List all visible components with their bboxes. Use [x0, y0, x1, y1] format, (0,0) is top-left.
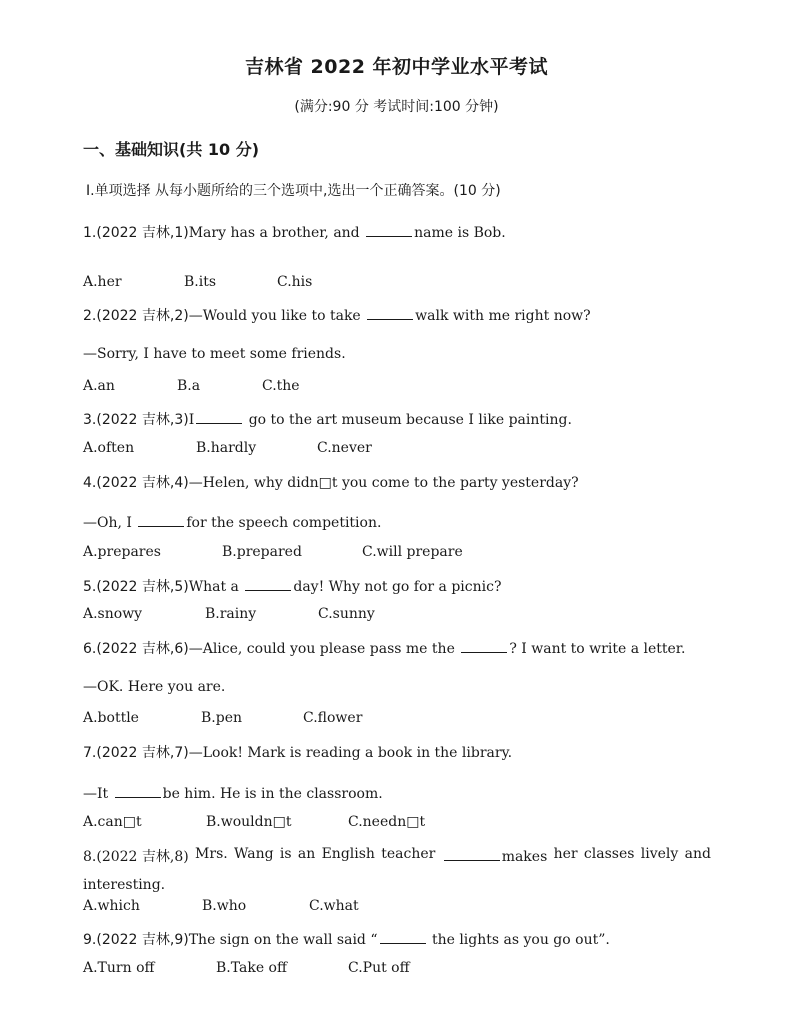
question-number: 4.(2022 吉林,4) [83, 475, 189, 491]
option-c[interactable]: C.what [309, 898, 359, 914]
question-text: I [188, 412, 195, 428]
question-reply: —OK. Here you are. [83, 679, 226, 695]
question-9 [83, 929, 610, 949]
option-a[interactable]: A.often [83, 440, 135, 456]
option-a[interactable]: A.which [83, 898, 140, 914]
question-text: What a [188, 579, 244, 595]
question-text: —Alice, could you please pass me the [188, 641, 460, 657]
option-b[interactable]: B.its [184, 274, 217, 290]
answer-blank[interactable] [196, 409, 242, 424]
question-number: 6.(2022 吉林,6) [83, 641, 189, 657]
question-text: go to the art museum because I like painting. [244, 412, 572, 428]
question-8 [83, 846, 711, 866]
question-text: walk with me right now? [415, 308, 591, 324]
question-5 [83, 576, 501, 596]
question-7 [83, 742, 512, 762]
option-c[interactable]: C.his [277, 274, 313, 290]
question-text: the lights as you go out”. [427, 932, 610, 948]
question-reply [83, 783, 383, 802]
question-text: name is Bob. [414, 225, 506, 241]
question-word: Mrs. [195, 846, 228, 862]
question-text: day! Why not go for a picnic? [293, 579, 502, 595]
question-3 [83, 409, 572, 429]
question-word: is [279, 846, 292, 862]
option-b[interactable]: B.hardly [196, 440, 257, 456]
question-word: English [321, 846, 375, 862]
option-a[interactable]: A.her [83, 274, 122, 290]
question-text: —Look! Mark is reading a book in the library. [188, 745, 513, 761]
exam-title: 吉林省 2022 年初中学业水平考试 [244, 56, 549, 78]
section-heading: 一、基础知识(共 10 分) [83, 140, 260, 159]
question-6 [83, 638, 685, 658]
option-b[interactable]: B.rainy [205, 606, 257, 622]
option-b[interactable]: B.wouldn□t [206, 814, 292, 830]
answer-blank[interactable] [367, 305, 413, 320]
answer-blank[interactable] [115, 783, 161, 798]
question-text: —Would you like to take [188, 308, 366, 324]
option-a[interactable]: A.bottle [83, 710, 139, 726]
question-text: Mary has a brother, and [188, 225, 365, 241]
option-b[interactable]: B.who [202, 898, 247, 914]
question-number: 8.(2022 吉林,8) [83, 849, 189, 865]
exam-subtitle: (满分:90 分 考试时间:100 分钟) [294, 99, 499, 115]
option-c[interactable]: C.will prepare [362, 544, 463, 560]
question-word: and [684, 846, 711, 862]
question-continuation: interesting. [83, 877, 166, 893]
question-word: teacher [381, 846, 436, 862]
question-number: 9.(2022 吉林,9) [83, 932, 189, 948]
question-reply [83, 512, 381, 531]
question-2 [83, 305, 591, 325]
reply-text: for the speech competition. [186, 515, 382, 531]
option-c[interactable]: C.the [262, 378, 300, 394]
option-a[interactable]: A.prepares [83, 544, 161, 560]
question-number: 5.(2022 吉林,5) [83, 579, 189, 595]
question-word: lively [640, 846, 679, 862]
answer-blank[interactable] [366, 222, 412, 237]
question-number: 1.(2022 吉林,1) [83, 225, 189, 241]
answer-blank[interactable] [461, 638, 507, 653]
option-c[interactable]: C.Put off [348, 960, 410, 976]
question-word: makes [501, 849, 548, 865]
answer-blank[interactable] [444, 846, 500, 861]
option-b[interactable]: B.prepared [222, 544, 302, 560]
option-c[interactable]: C.flower [303, 710, 363, 726]
option-c[interactable]: C.sunny [318, 606, 375, 622]
question-reply: —Sorry, I have to meet some friends. [83, 346, 346, 362]
question-number: 2.(2022 吉林,2) [83, 308, 189, 324]
reply-text: be him. He is in the classroom. [162, 786, 383, 802]
option-b[interactable]: B.Take off [216, 960, 287, 976]
question-word: an [297, 846, 316, 862]
question-text: The sign on the wall said “ [188, 932, 378, 948]
option-a[interactable]: A.Turn off [83, 960, 155, 976]
answer-blank[interactable] [245, 576, 291, 591]
question-1 [83, 222, 506, 242]
option-c[interactable]: C.never [317, 440, 372, 456]
question-word: classes [583, 846, 635, 862]
option-a[interactable]: A.can□t [83, 814, 142, 830]
reply-text: —It [83, 786, 113, 802]
question-number: 7.(2022 吉林,7) [83, 745, 189, 761]
section-instruction: Ⅰ.单项选择 从每小题所给的三个选项中,选出一个正确答案。(10 分) [86, 183, 501, 199]
option-b[interactable]: B.a [177, 378, 201, 394]
option-a[interactable]: A.snowy [83, 606, 143, 622]
answer-blank[interactable] [380, 929, 426, 944]
answer-blank[interactable] [138, 512, 184, 527]
question-text: ? I want to write a letter. [509, 641, 686, 657]
question-number: 3.(2022 吉林,3) [83, 412, 189, 428]
option-c[interactable]: C.needn□t [348, 814, 426, 830]
reply-text: —Oh, I [83, 515, 137, 531]
question-4 [83, 472, 579, 492]
option-a[interactable]: A.an [83, 378, 115, 394]
question-text: —Helen, why didn□t you come to the party yesterday? [188, 475, 579, 491]
option-b[interactable]: B.pen [201, 710, 243, 726]
question-word: Wang [234, 846, 274, 862]
question-word: her [553, 846, 578, 862]
